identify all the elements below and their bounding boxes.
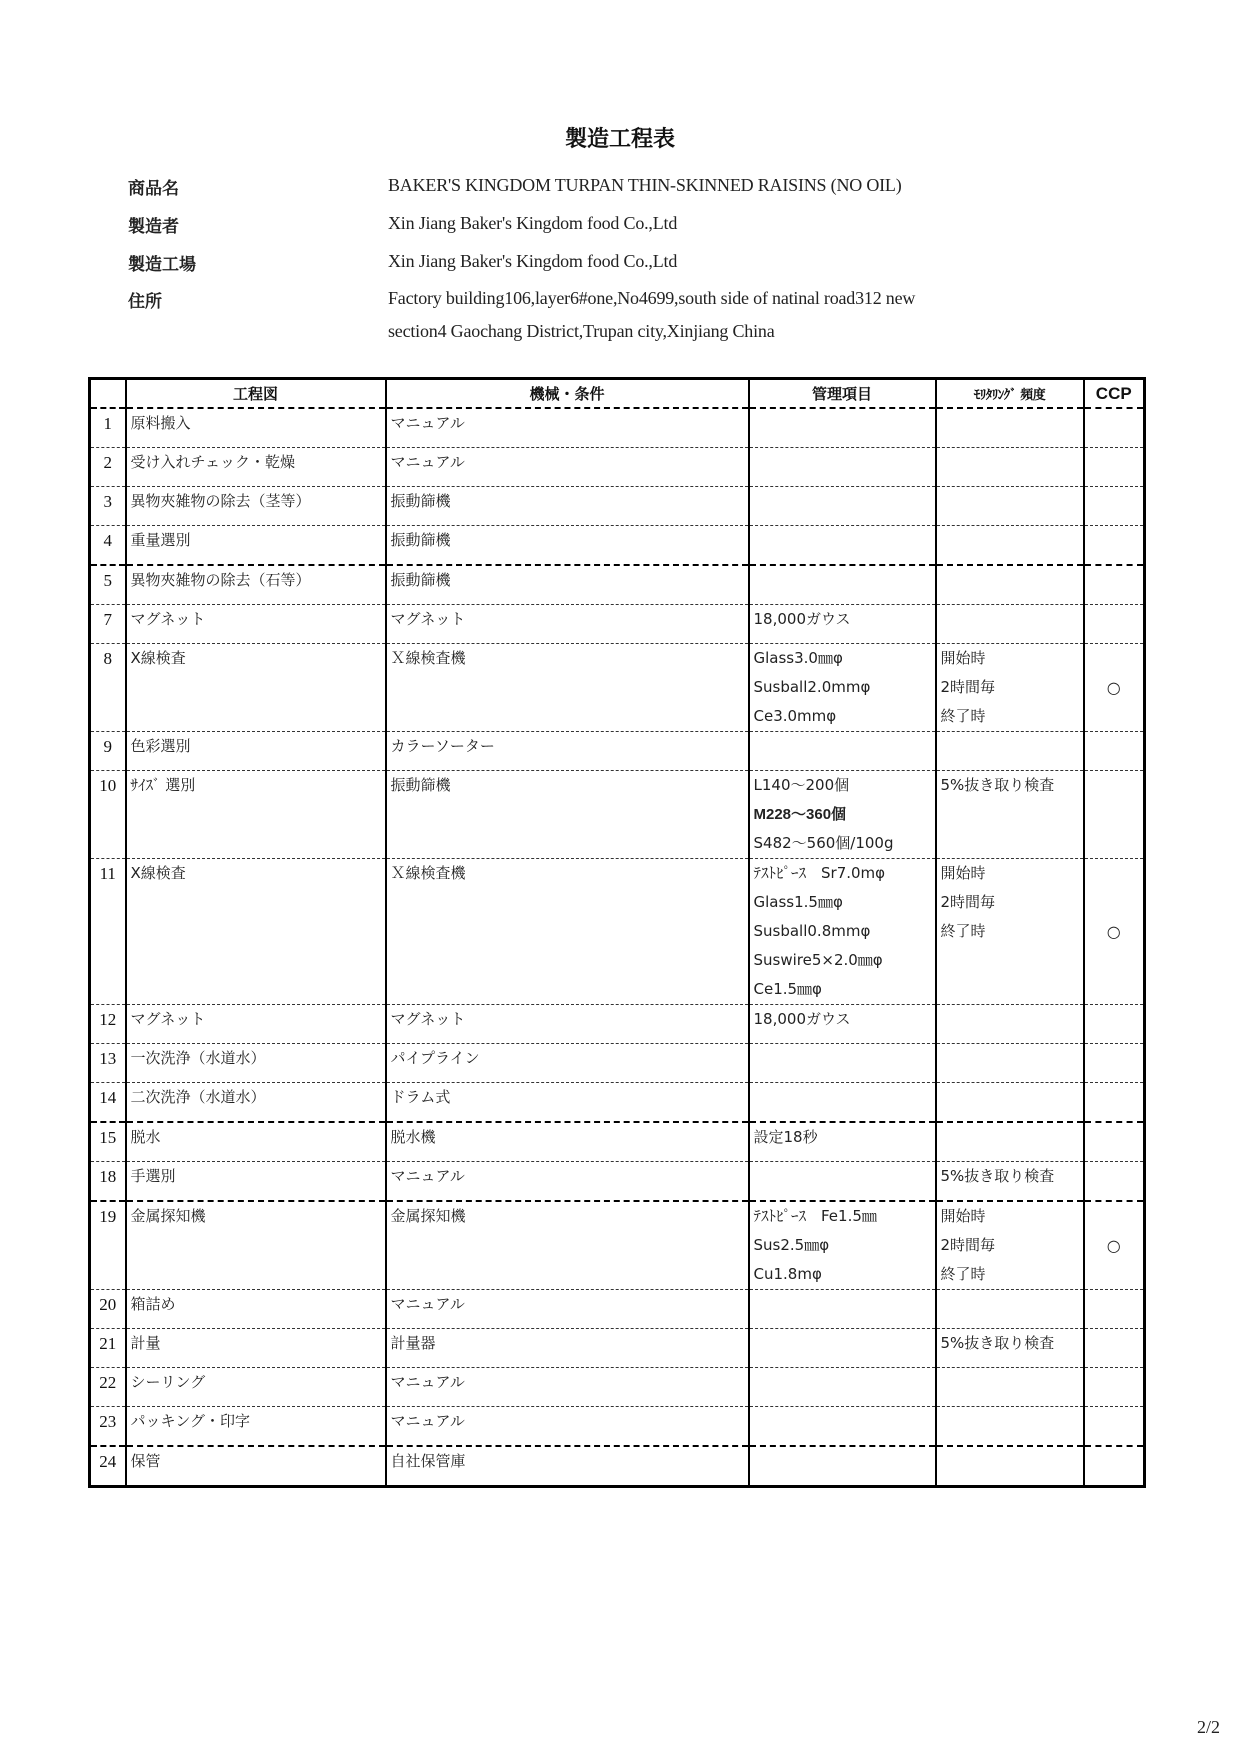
control-items <box>749 771 936 859</box>
ccp-cell <box>1084 644 1145 732</box>
table-row <box>90 1368 1145 1407</box>
ccp-cell <box>1084 1290 1145 1329</box>
step-number: 14 <box>90 1083 126 1123</box>
ccp-cell <box>1084 1329 1145 1368</box>
machine-condition: Ｘ線検査機 <box>386 859 749 1005</box>
step-number: 7 <box>90 605 126 644</box>
step-number: 22 <box>90 1368 126 1407</box>
process-name: X線検査 <box>126 644 386 732</box>
page-number: 2/2 <box>1196 1717 1220 1737</box>
machine-condition: マニュアル <box>386 1290 749 1329</box>
control-item: ﾃｽﾄﾋﾟｰｽ Fe1.5㎜ <box>753 1207 877 1225</box>
table-row <box>90 1290 1145 1329</box>
info-label: 製造者 <box>128 217 179 237</box>
machine-condition: パイプライン <box>386 1044 749 1083</box>
control-items <box>749 448 936 487</box>
machine-condition: マニュアル <box>386 448 749 487</box>
machine-condition: 振動篩機 <box>386 565 749 605</box>
monitoring-item: 開始時 <box>940 864 986 882</box>
monitoring-frequency <box>936 1446 1084 1487</box>
monitoring-item: 2時間毎 <box>940 1236 996 1254</box>
monitoring-frequency <box>936 1201 1084 1290</box>
info-value <box>388 282 1108 348</box>
info-label: 住所 <box>128 292 162 312</box>
control-item: M228～360個 <box>753 806 847 823</box>
machine-condition: マグネット <box>386 1005 749 1044</box>
ccp-mark: ○ <box>1106 677 1121 697</box>
step-number: 4 <box>90 526 126 566</box>
control-item: S482～560個/100g <box>753 834 894 852</box>
monitoring-frequency <box>936 1162 1084 1202</box>
control-items <box>749 1407 936 1447</box>
monitoring-frequency <box>936 1407 1084 1447</box>
control-items <box>749 408 936 448</box>
control-item: Ce1.5㎜φ <box>753 980 822 998</box>
control-item: Glass1.5㎜φ <box>753 893 843 911</box>
step-number: 21 <box>90 1329 126 1368</box>
process-name: 金属探知機 <box>126 1201 386 1290</box>
machine-condition: 振動篩機 <box>386 771 749 859</box>
machine-condition: マグネット <box>386 605 749 644</box>
header-monitoring: ﾓﾘﾀﾘﾝｸﾞ 頻度 <box>936 379 1084 409</box>
control-item: Suswire5×2.0㎜φ <box>753 951 883 969</box>
monitoring-frequency <box>936 565 1084 605</box>
info-value: Xin Jiang Baker's Kingdom food Co.,Ltd <box>388 213 678 233</box>
control-item: Sus2.5㎜φ <box>753 1236 830 1254</box>
monitoring-frequency <box>936 1005 1084 1044</box>
table-row <box>90 771 1145 859</box>
ccp-cell <box>1084 1407 1145 1447</box>
monitoring-frequency <box>936 1044 1084 1083</box>
header-process: 工程図 <box>126 379 386 409</box>
step-number: 20 <box>90 1290 126 1329</box>
monitoring-frequency <box>936 732 1084 771</box>
ccp-cell <box>1084 565 1145 605</box>
machine-condition: 振動篩機 <box>386 487 749 526</box>
process-name: 受け入れチェック・乾燥 <box>126 448 386 487</box>
process-name: ｻｲｽﾞ 選別 <box>126 771 386 859</box>
monitoring-frequency <box>936 859 1084 1005</box>
process-name: シーリング <box>126 1368 386 1407</box>
machine-condition: 計量器 <box>386 1329 749 1368</box>
ccp-cell <box>1084 1201 1145 1290</box>
table-row <box>90 605 1145 644</box>
monitoring-item: 終了時 <box>940 1265 986 1283</box>
ccp-cell <box>1084 771 1145 859</box>
table-header-row <box>90 379 1145 409</box>
table-row <box>90 448 1145 487</box>
process-name: 脱水 <box>126 1122 386 1162</box>
step-number: 19 <box>90 1201 126 1290</box>
table-row <box>90 1201 1145 1290</box>
process-table <box>88 377 1146 1488</box>
machine-condition: Ｘ線検査機 <box>386 644 749 732</box>
document-title: 製造工程表 <box>564 127 675 152</box>
process-name: 手選別 <box>126 1162 386 1202</box>
table-row <box>90 1446 1145 1487</box>
control-item: 設定18秒 <box>753 1128 818 1146</box>
ccp-cell <box>1084 1005 1145 1044</box>
table-row <box>90 565 1145 605</box>
header-machine: 機械・条件 <box>386 379 749 409</box>
step-number: 15 <box>90 1122 126 1162</box>
table-row <box>90 408 1145 448</box>
control-items <box>749 644 936 732</box>
step-number: 24 <box>90 1446 126 1487</box>
control-items <box>749 1122 936 1162</box>
step-number: 18 <box>90 1162 126 1202</box>
machine-condition: マニュアル <box>386 1162 749 1202</box>
table-row <box>90 1005 1145 1044</box>
step-number: 5 <box>90 565 126 605</box>
monitoring-frequency <box>936 1083 1084 1123</box>
control-items <box>749 1368 936 1407</box>
table-row <box>90 526 1145 566</box>
ccp-cell <box>1084 408 1145 448</box>
control-item: ﾃｽﾄﾋﾟｰｽ Sr7.0mφ <box>753 864 886 882</box>
machine-condition: 自社保管庫 <box>386 1446 749 1487</box>
ccp-cell <box>1084 487 1145 526</box>
control-items <box>749 1446 936 1487</box>
ccp-cell <box>1084 1162 1145 1202</box>
step-number: 10 <box>90 771 126 859</box>
ccp-cell <box>1084 1044 1145 1083</box>
process-name: 計量 <box>126 1329 386 1368</box>
control-items <box>749 1162 936 1202</box>
monitoring-item: 終了時 <box>940 922 986 940</box>
control-item: Glass3.0㎜φ <box>753 649 843 667</box>
table-row <box>90 1044 1145 1083</box>
monitoring-frequency <box>936 1368 1084 1407</box>
step-number: 13 <box>90 1044 126 1083</box>
control-items <box>749 565 936 605</box>
control-items <box>749 1201 936 1290</box>
table-row <box>90 1083 1145 1123</box>
machine-condition: カラーソーター <box>386 732 749 771</box>
ccp-cell <box>1084 1446 1145 1487</box>
header-num <box>90 379 126 409</box>
info-label: 商品名 <box>128 179 179 199</box>
control-item: L140～200個 <box>753 776 850 794</box>
info-value: BAKER'S KINGDOM TURPAN THIN-SKINNED RAISINS (NO OIL) <box>388 175 902 195</box>
monitoring-frequency <box>936 1290 1084 1329</box>
monitoring-item: 終了時 <box>940 707 986 725</box>
ccp-cell <box>1084 448 1145 487</box>
ccp-mark: ○ <box>1106 1235 1121 1255</box>
control-items <box>749 1290 936 1329</box>
machine-condition: 脱水機 <box>386 1122 749 1162</box>
monitoring-frequency <box>936 1329 1084 1368</box>
machine-condition: マニュアル <box>386 408 749 448</box>
control-item: 18,000ガウス <box>753 1010 851 1028</box>
machine-condition: マニュアル <box>386 1407 749 1447</box>
ccp-cell <box>1084 1083 1145 1123</box>
process-name: 異物夾雑物の除去（石等） <box>126 565 386 605</box>
monitoring-frequency <box>936 644 1084 732</box>
control-items <box>749 526 936 566</box>
info-value: Xin Jiang Baker's Kingdom food Co.,Ltd <box>388 251 678 271</box>
process-name: 重量選別 <box>126 526 386 566</box>
control-item: Susball2.0mmφ <box>753 678 871 696</box>
control-items <box>749 1005 936 1044</box>
monitoring-item: 開始時 <box>940 1207 986 1225</box>
process-name: マグネット <box>126 605 386 644</box>
monitoring-frequency <box>936 1122 1084 1162</box>
table-row <box>90 1122 1145 1162</box>
control-item: Cu1.8mφ <box>753 1265 822 1283</box>
table-row <box>90 859 1145 1005</box>
machine-condition: マニュアル <box>386 1368 749 1407</box>
process-name: パッキング・印字 <box>126 1407 386 1447</box>
monitoring-frequency <box>936 408 1084 448</box>
address-line: Factory building106,layer6#one,No4699,south side of natinal road312 new <box>388 288 916 308</box>
ccp-cell <box>1084 859 1145 1005</box>
control-item: Ce3.0mmφ <box>753 707 837 725</box>
monitoring-item: 2時間毎 <box>940 678 996 696</box>
monitoring-frequency <box>936 487 1084 526</box>
monitoring-item: 5%抜き取り検査 <box>940 1334 1055 1352</box>
table-row <box>90 644 1145 732</box>
process-name: X線検査 <box>126 859 386 1005</box>
process-name: 色彩選別 <box>126 732 386 771</box>
step-number: 9 <box>90 732 126 771</box>
control-items <box>749 1329 936 1368</box>
header-ccp: CCP <box>1084 379 1145 409</box>
ccp-cell <box>1084 1368 1145 1407</box>
ccp-cell <box>1084 526 1145 566</box>
table-body <box>90 408 1145 1487</box>
table-row <box>90 487 1145 526</box>
monitoring-item: 2時間毎 <box>940 893 996 911</box>
machine-condition: ドラム式 <box>386 1083 749 1123</box>
control-items <box>749 859 936 1005</box>
machine-condition: 振動篩機 <box>386 526 749 566</box>
process-name: 異物夾雑物の除去（茎等） <box>126 487 386 526</box>
ccp-cell <box>1084 1122 1145 1162</box>
ccp-cell <box>1084 732 1145 771</box>
process-name: 一次洗浄（水道水） <box>126 1044 386 1083</box>
monitoring-item: 5%抜き取り検査 <box>940 1167 1055 1185</box>
monitoring-item: 5%抜き取り検査 <box>940 776 1055 794</box>
machine-condition: 金属探知機 <box>386 1201 749 1290</box>
step-number: 2 <box>90 448 126 487</box>
monitoring-frequency <box>936 605 1084 644</box>
table-row <box>90 732 1145 771</box>
control-item: Susball0.8mmφ <box>753 922 871 940</box>
ccp-cell <box>1084 605 1145 644</box>
step-number: 3 <box>90 487 126 526</box>
table-row <box>90 1162 1145 1202</box>
process-name: 箱詰め <box>126 1290 386 1329</box>
control-items <box>749 732 936 771</box>
monitoring-frequency <box>936 771 1084 859</box>
step-number: 23 <box>90 1407 126 1447</box>
process-name: 原料搬入 <box>126 408 386 448</box>
step-number: 1 <box>90 408 126 448</box>
control-items <box>749 1044 936 1083</box>
monitoring-frequency <box>936 526 1084 566</box>
process-name: 保管 <box>126 1446 386 1487</box>
control-item: 18,000ガウス <box>753 610 851 628</box>
table-row <box>90 1407 1145 1447</box>
step-number: 12 <box>90 1005 126 1044</box>
control-items <box>749 487 936 526</box>
control-items <box>749 605 936 644</box>
control-items <box>749 1083 936 1123</box>
header-control: 管理項目 <box>749 379 936 409</box>
process-name: 二次洗浄（水道水） <box>126 1083 386 1123</box>
monitoring-frequency <box>936 448 1084 487</box>
ccp-mark: ○ <box>1106 921 1121 941</box>
address-line: section4 Gaochang District,Trupan city,Xinjiang China <box>388 321 775 341</box>
info-label: 製造工場 <box>128 255 196 275</box>
step-number: 11 <box>90 859 126 1005</box>
monitoring-item: 開始時 <box>940 649 986 667</box>
process-name: マグネット <box>126 1005 386 1044</box>
step-number: 8 <box>90 644 126 732</box>
table-row <box>90 1329 1145 1368</box>
